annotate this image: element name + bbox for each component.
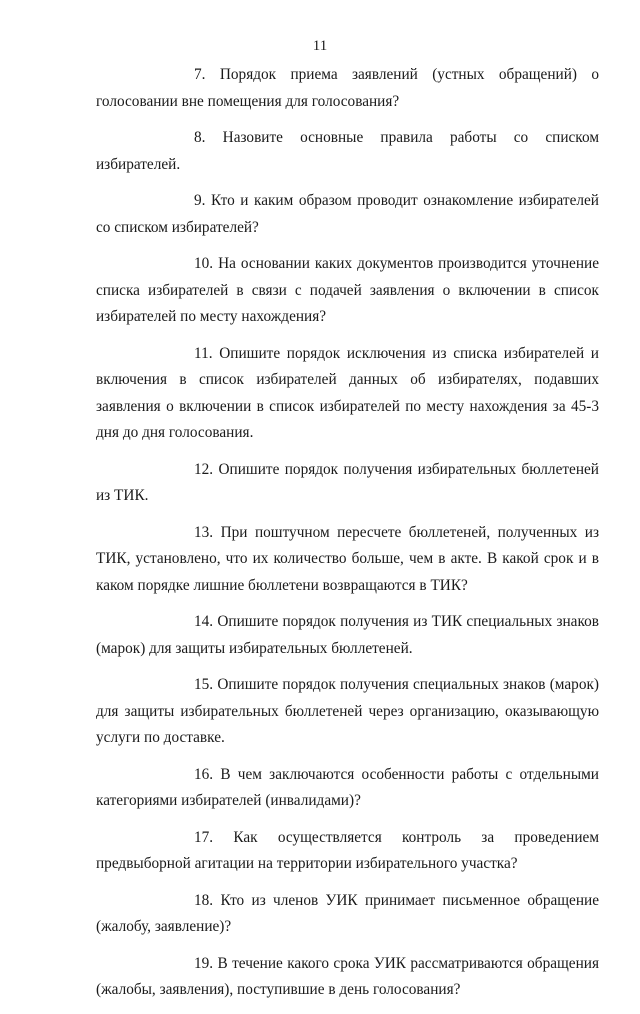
question-19: [96, 951, 599, 1004]
question-7: [96, 62, 599, 115]
question-number: 17.: [194, 828, 214, 846]
question-15: [96, 672, 599, 752]
question-text: Опишите порядок получения избирательных бюллетеней из ТИК.: [96, 460, 599, 504]
question-text: В течение какого срока УИК рассматриваются обращения (жалобы, заявления), поступившие в день голосования?: [96, 954, 599, 998]
question-number: 7.: [194, 66, 206, 83]
question-9: [96, 188, 599, 241]
question-16: [96, 762, 599, 815]
question-number: 9.: [194, 192, 206, 209]
question-12: [96, 457, 599, 510]
question-17: [96, 825, 599, 878]
question-text: На основании каких документов производится уточнение списка избирателей в связи с подачей заявления о включении в список избирателей по месту нахождения?: [96, 255, 600, 325]
question-number: 12.: [194, 460, 214, 478]
question-8: [96, 125, 599, 178]
question-number: 8.: [194, 129, 206, 146]
page-number: 11: [312, 38, 328, 54]
question-text: Кто и каким образом проводит ознакомление избирателей со списком избирателей?: [96, 192, 599, 236]
question-number: 15.: [194, 676, 214, 693]
question-number: 11.: [194, 344, 213, 362]
question-number: 18.: [194, 891, 214, 909]
question-text: При поштучном пересчете бюллетеней, полученных из ТИК, установлено, что их количество больше, чем в акте. В какой срок и в каком порядке лишние бюллетени возвращаются в ТИК?: [96, 523, 600, 594]
question-number: 16.: [194, 765, 214, 783]
question-11: [96, 341, 599, 447]
question-text: Как осуществляется контроль за проведением предвыборной агитации на территории избирательного участка?: [96, 828, 600, 872]
question-13: [96, 520, 599, 600]
question-text: Кто из членов УИК принимает письменное обращение (жалобу, заявление)?: [96, 891, 600, 935]
question-text: Назовите основные правила работы со списком избирателей.: [96, 129, 599, 173]
question-text: Опишите порядок получения из ТИК специальных знаков (марок) для защиты избирательных бюллетеней.: [96, 613, 599, 657]
question-number: 10.: [194, 255, 214, 272]
question-14: [96, 609, 599, 662]
question-list: [96, 62, 599, 1014]
question-text: Опишите порядок получения специальных знаков (марок) для защиты избирательных бюллетеней через организацию, оказывающую услуги по доставке.: [96, 676, 599, 746]
question-number: 19.: [194, 954, 214, 972]
question-number: 13.: [194, 523, 214, 541]
question-18: [96, 888, 599, 941]
question-10: [96, 251, 599, 331]
question-text: Опишите порядок исключения из списка избирателей и включения в список избирателей данных об избирателях, подавших заявления о включении в список избирателей по месту нахождения за 45-3 дня до дня голосования.: [96, 344, 599, 441]
question-text: В чем заключаются особенности работы с отдельными категориями избирателей (инвалидами)?: [96, 765, 599, 809]
question-number: 14.: [194, 613, 214, 630]
question-text: Порядок приема заявлений (устных обращений) о голосовании вне помещения для голосования?: [96, 66, 599, 110]
